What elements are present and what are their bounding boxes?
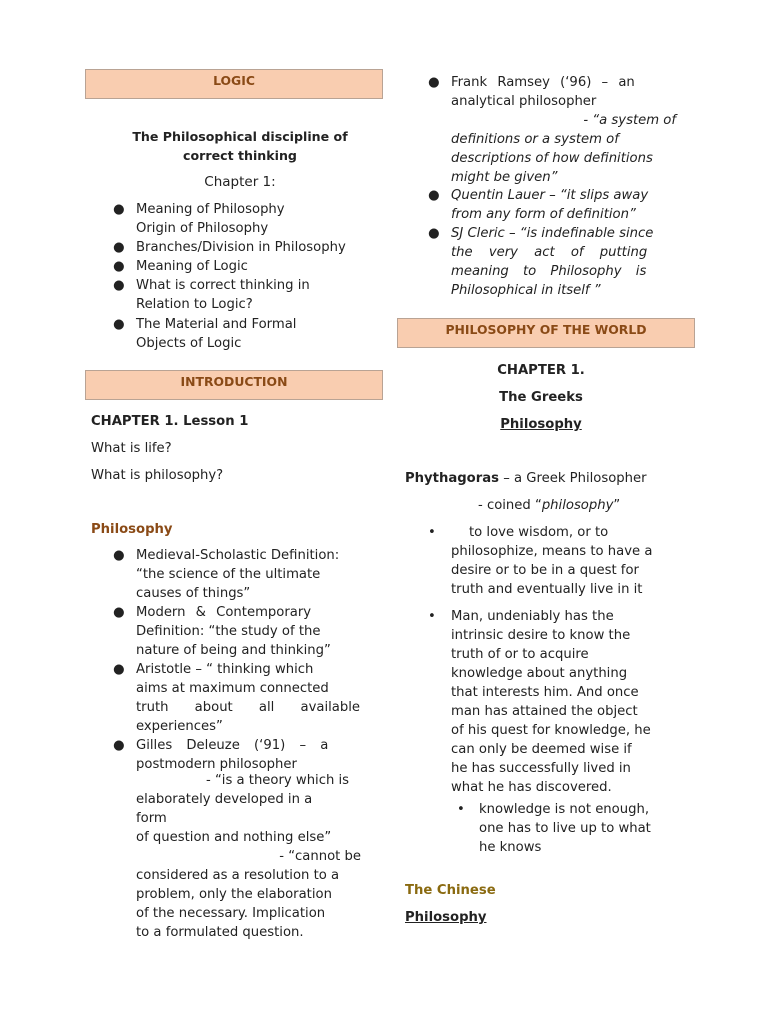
list-item: ● What is correct thinking in Relation to Logic? [136,276,361,314]
list-item-text: SJ Cleric – “is indefinable since [451,226,654,241]
list-item-text: philosophize, means to have a [451,544,653,559]
list-item-text: analytical philosopher [451,94,597,109]
list-item-text: can only be deemed wise if [451,742,632,757]
list-item-text: he knows [479,840,542,855]
list-item-text: truth of or to acquire [451,647,589,662]
philosophy-heading: Philosophy [91,522,173,537]
quote-text: - “cannot be [279,849,361,864]
definitions-list [113,546,361,774]
list-item: ● Quentin Lauer – “it slips away from any form of definition” [451,186,676,224]
list-item-text: experiences” [136,719,223,734]
list-item-text: postmodern philosopher [136,757,297,772]
list-item: ● Meaning of Logic [136,257,361,276]
coined-line [478,496,620,515]
list-item-text: knowledge is not enough, [479,802,650,817]
list-item-text: Medieval-Scholastic Definition: [136,548,340,563]
list-item: • to love wisdom, or to philosophize, means to have a desire or to be in a quest for truth and eventually live in it [451,523,676,599]
quote-text: problem, only the elaboration [136,887,332,902]
sub-point: • knowledge is not enough, one has to live up to what he knows [479,800,676,857]
chapter-heading: CHAPTER 1. [497,363,585,378]
list-item-text: Modern & Contemporary [136,605,312,620]
list-item: ● Aristotle – “ thinking which aims at maximum connected truth about all available experiences” [113,662,361,734]
list-item-text: Relation to Logic? [136,297,253,312]
list-item-text: man has attained the object [451,704,638,719]
ramsey-quote [451,111,676,187]
question-life: What is life? [91,441,172,456]
quote-text: to a formulated question. [136,925,304,940]
list-item: ● The Material and Formal Objects of Logic [136,315,361,353]
list-item: ● Branches/Division in Philosophy [136,238,361,257]
list-item-text: aims at maximum connected [136,681,329,696]
philosophy-world-banner-label: PHILOSOPHY OF THE WORLD [445,322,647,337]
greeks-heading: The Greeks [499,390,583,405]
list-item-text: causes of things” [136,586,251,601]
list-item-text: Meaning of Philosophy [136,202,285,217]
quote-text: considered as a resolution to a [136,868,340,883]
list-item: ● SJ Cleric – “is indefinable since the very act of putting meaning to Philosophy is Philosophical in itself ” [451,224,676,300]
philosophy-world-banner [397,318,695,348]
list-item-text: Aristotle – “ thinking which [136,662,314,677]
list-item-text: knowledge about anything [451,666,628,681]
question-philosophy: What is philosophy? [91,468,224,483]
quote-text: definitions or a system of [451,132,619,147]
list-item: ● Frank Ramsey (‘96) – an analytical philosopher [451,73,676,111]
subtitle-line: The Philosophical discipline of [132,129,348,144]
coined-text: - coined “philosophy” [478,498,621,513]
list-item-text: The Material and Formal [136,317,297,332]
definitions-list-continued [428,73,676,111]
list-item-text: Quentin Lauer – “it slips away [451,188,649,203]
list-item-text: of his quest for knowledge, he [451,723,651,738]
pythagoras-desc: – a Greek Philosopher [499,471,647,486]
quote-text: of question and nothing else” [136,830,332,845]
list-item-text: Definition: “the study of the [136,624,321,639]
list-item-text: to love wisdom, or to [469,525,609,540]
logic-banner [85,69,383,99]
quote-text: might be given” [451,170,558,185]
quote-text: of the necessary. Implication [136,906,326,921]
list-item-text: Gilles Deleuze (‘91) – a [136,738,329,753]
quote-text: - “a system of [583,113,676,128]
list-item-text: nature of being and thinking” [136,643,331,658]
list-item-text: that interests him. And once [451,685,639,700]
list-item: ● Meaning of Philosophy Origin of Philosophy [136,200,361,238]
list-item-text: Frank Ramsey (‘96) – an [451,75,635,90]
greek-points [428,523,676,797]
list-item-text: Meaning of Logic [136,259,248,274]
list-item-text: Objects of Logic [136,336,242,351]
quote-text: form [136,811,167,826]
list-item-text: truth about all available [136,700,361,715]
list-item-text: Man, undeniably has the [451,609,614,624]
list-item-text: What is correct thinking in [136,278,310,293]
definitions-list-continued-2 [428,186,676,300]
subtitle [85,127,395,165]
chinese-heading: The Chinese [405,883,496,898]
list-item-text: Philosophical in itself ” [451,283,601,298]
list-item: ● Medieval-Scholastic Definition: “the science of the ultimate causes of things” [136,546,361,603]
quote-text: descriptions of how definitions [451,151,653,166]
list-item: • Man, undeniably has the intrinsic desire to know the truth of or to acquire knowledge about anything that interests him. And once man has attained the object of his quest for knowledge, he can only be deemed wise if he has successfully lived in what he has discovered. [451,607,676,797]
list-item-text: “the science of the ultimate [136,567,321,582]
subtitle-line: correct thinking [183,148,297,163]
list-item-text: truth and eventually live in it [451,582,643,597]
chinese-philosophy-heading: Philosophy [405,910,487,925]
list-item-text: from any form of definition” [451,207,636,222]
quote-text: - “is a theory which is [206,773,350,788]
list-item-text: meaning to Philosophy is [451,264,647,279]
list-item-text: Branches/Division in Philosophy [136,240,346,255]
list-item-text: Origin of Philosophy [136,221,269,236]
lesson-heading: CHAPTER 1. Lesson 1 [91,414,249,429]
chapter-list [113,200,361,353]
quote-text: elaborately developed in a [136,792,313,807]
pythagoras-line [405,469,647,488]
list-item: ● Modern & Contemporary Definition: “the study of the nature of being and thinking” [136,603,361,660]
introduction-banner [85,370,383,400]
list-item-text: the very act of putting [451,245,648,260]
philosophy-underlined: Philosophy [500,417,582,432]
list-item-text: one has to live up to what [479,821,651,836]
list-item-text: desire or to be in a quest for [451,563,639,578]
list-item-text: he has successfully lived in [451,761,631,776]
logic-banner-label: LOGIC [213,73,255,88]
chapter-label: Chapter 1: [204,174,276,190]
list-item-text: intrinsic desire to know the [451,628,631,643]
pythagoras-name: Phythagoras [405,471,499,486]
deleuze-quote [136,771,361,942]
list-item-text: what he has discovered. [451,780,612,795]
introduction-banner-label: INTRODUCTION [180,374,288,389]
list-item: ● Gilles Deleuze (‘91) – a postmodern philosopher [136,736,361,774]
